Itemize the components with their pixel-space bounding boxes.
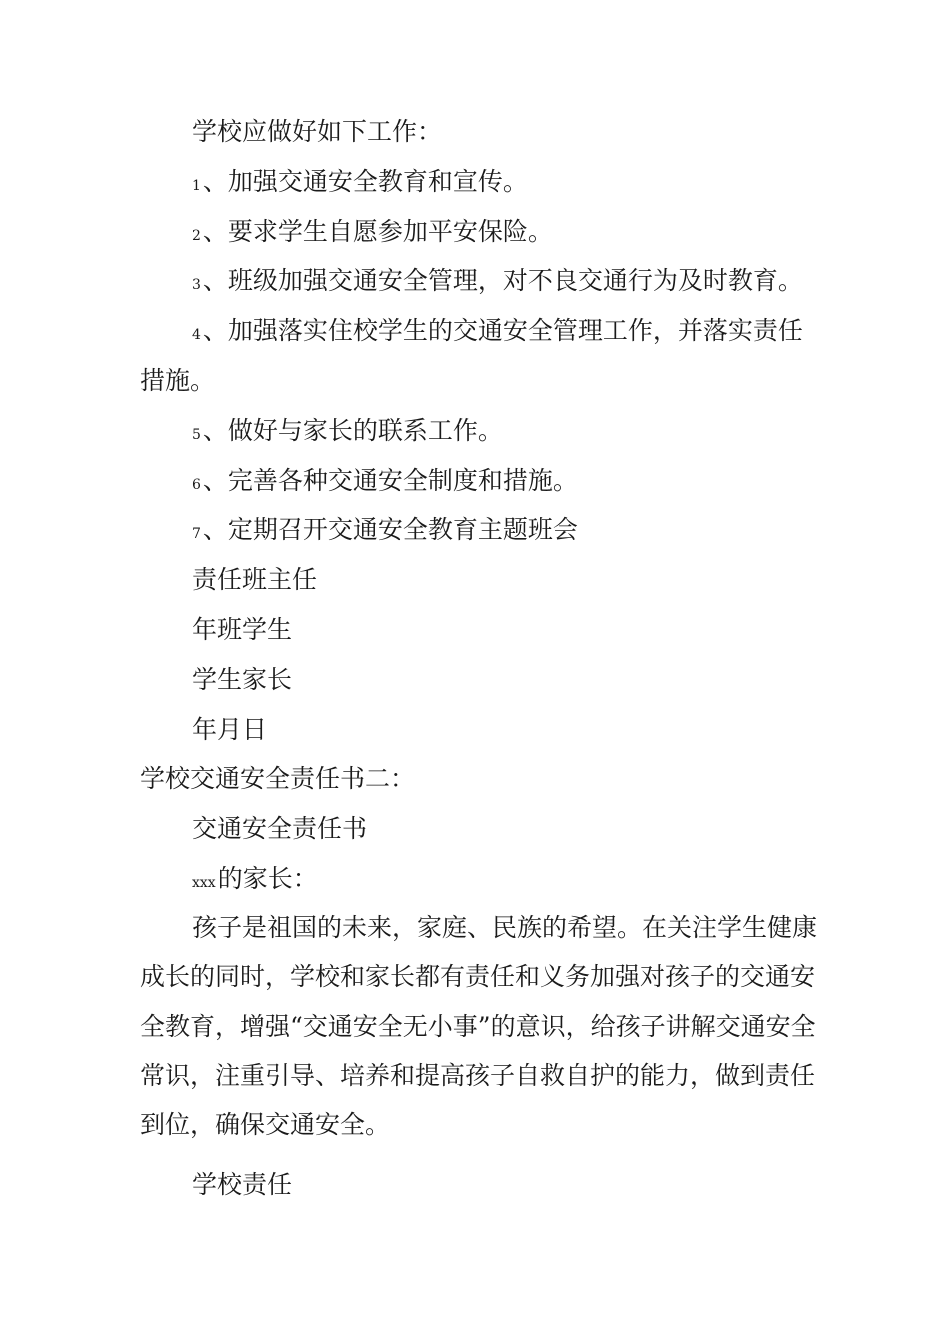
item-number: 7 (192, 526, 201, 542)
sign-parent: 学生家长 (192, 665, 293, 694)
item-text: 、加强落实住校学生的交通安全管理工作，并落实责任 (202, 316, 803, 345)
item-number: 2 (192, 228, 201, 244)
sign-student: 年班学生 (192, 615, 293, 644)
salutation-text: 的家长： (217, 864, 318, 893)
list-item-1 (192, 167, 872, 201)
list-item-4 (192, 316, 872, 350)
salutation (192, 864, 872, 898)
item-text: 、班级加强交通安全管理，对不良交通行为及时教育。 (202, 266, 803, 295)
item-number: 6 (192, 477, 201, 493)
list-item-6 (192, 466, 872, 500)
item-text: 、要求学生自愿参加平安保险。 (202, 217, 553, 246)
list-item-2 (192, 217, 872, 251)
intro-line: 学校应做好如下工作： (192, 117, 443, 146)
sign-date: 年月日 (192, 715, 268, 744)
list-item-4-continuation: 措施。 (140, 366, 216, 395)
item-text: 、定期召开交通安全教育主题班会 (202, 515, 578, 544)
item-number: 4 (192, 327, 201, 343)
salutation-name: xxx (192, 875, 216, 891)
item-number: 1 (192, 178, 201, 194)
body-paragraph: 孩子是祖国的未来，家庭、民族的希望。在关注学生健康成长的同时，学校和家长都有责任和义务加强对孩子的交通安全教育，增强“交通安全无小事”的意识，给孩子讲解交通安全常识，注重引导、培养和提高孩子自救自护的能力，做到责任到位，确保交通安全。 (140, 913, 818, 1140)
item-text: 、做好与家长的联系工作。 (202, 416, 503, 445)
list-item-7 (192, 515, 872, 549)
sign-teacher: 责任班主任 (192, 565, 318, 594)
list-item-5 (192, 416, 872, 450)
item-number: 5 (192, 427, 201, 443)
item-text: 、加强交通安全教育和宣传。 (202, 167, 528, 196)
school-duty-heading: 学校责任 (192, 1170, 293, 1199)
section-title: 学校交通安全责任书二： (140, 764, 416, 793)
document-title: 交通安全责任书 (192, 814, 368, 843)
item-text: 、完善各种交通安全制度和措施。 (202, 466, 578, 495)
item-number: 3 (192, 277, 201, 293)
list-item-3 (192, 266, 872, 300)
